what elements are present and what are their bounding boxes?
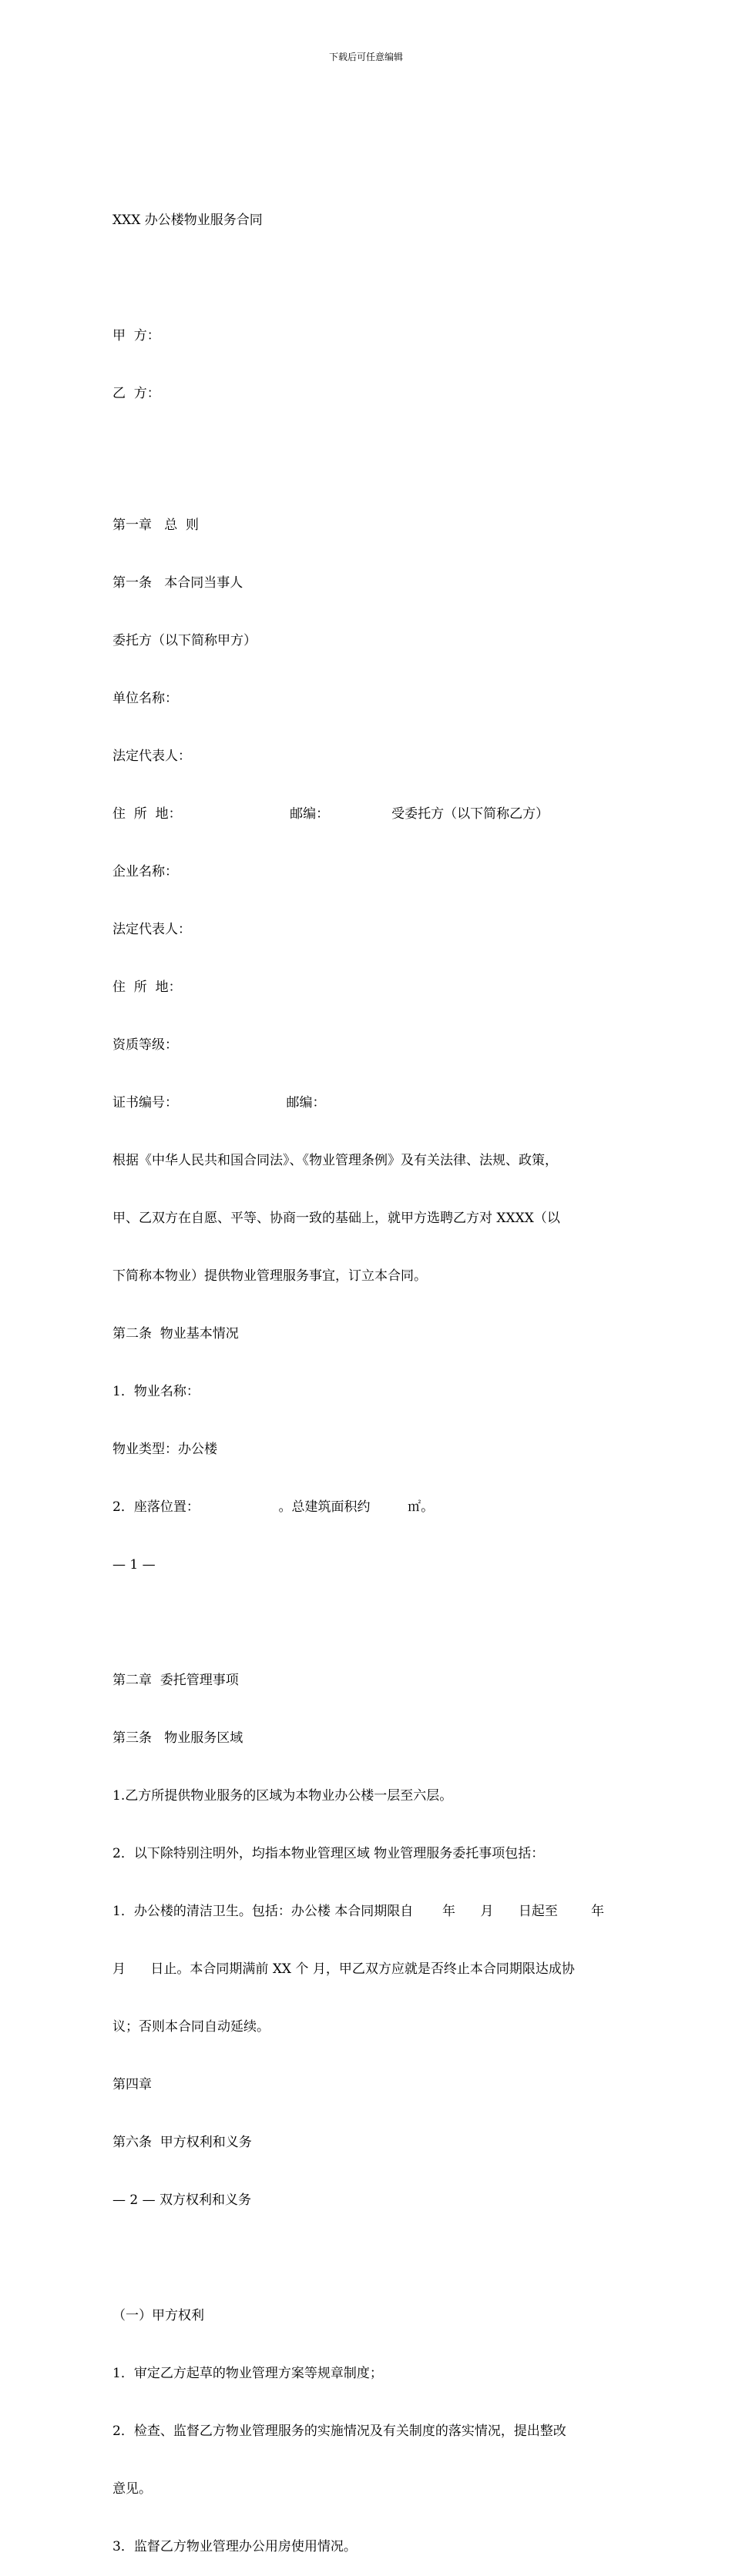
paragraph-line: 1．物业名称： [112,1384,200,1399]
paragraph-line: 月 日止。本合同期满前 XX 个 月，甲乙双方应就是否终止本合同期限达成协 [112,1961,575,1977]
paragraph-line: 住 所 地： 邮编： 受委托方（以下简称乙方） [112,806,549,822]
paragraph-line: 意见。 [112,2481,152,2497]
paragraph-line: 法定代表人： [112,749,191,764]
paragraph-line: 单位名称： [112,691,178,706]
paragraph-line: 甲、乙双方在自愿、平等、协商一致的基础上，就甲方选聘乙方对 XXXX（以 [112,1211,560,1226]
article-1-heading: 第一条 本合同当事人 [112,575,243,591]
chapter-4-heading: 第四章 [112,2077,152,2092]
party-a-label: 甲 方： [112,328,160,343]
document-title: XXX 办公楼物业服务合同 [112,213,263,228]
paragraph-line: 3．监督乙方物业管理办公用房使用情况。 [112,2539,357,2554]
paragraph-line: 议；否则本合同自动延续。 [112,2019,270,2035]
blank-line [112,1613,636,1633]
paragraph-line: 住 所 地： [112,980,182,995]
article-6-heading: 第六条 甲方权利和义务 [112,2135,252,2150]
paragraph-line: 2．检查、监督乙方物业管理服务的实施情况及有关制度的落实情况，提出整改 [112,2424,566,2439]
paragraph-line: 物业类型：办公楼 [112,1442,217,1457]
paragraph-line: 企业名称： [112,864,178,879]
article-3-heading: 第三条 物业服务区域 [112,1730,243,1746]
article-2-heading: 第二条 物业基本情况 [112,1326,239,1342]
chapter-1-heading: 第一章 总 则 [112,518,200,533]
document-body [112,0,636,2576]
paragraph-line: 证书编号： 邮编： [112,1095,326,1110]
blank-line [112,2249,636,2268]
page-number-2: — 2 — 双方权利和义务 [112,2192,252,2208]
paragraph-line: 法定代表人： [112,922,191,937]
paragraph-line: 1.乙方所提供物业服务的区域为本物业办公楼一层至六层。 [112,1788,453,1804]
section-heading: （一）甲方权利 [112,2308,204,2323]
paragraph-line: 1．审定乙方起草的物业管理方案等规章制度； [112,2366,383,2381]
paragraph-line: 根据《中华人民共和国合同法》、《物业管理条例》及有关法律、法规、政策， [112,1153,558,1168]
party-b-label: 乙 方： [112,386,160,401]
paragraph-line: 下简称本物业）提供物业管理服务事宜，订立本合同。 [112,1268,427,1284]
page-number-1: — 1 — [112,1557,156,1573]
paragraph-line: 委托方（以下简称甲方） [112,633,257,648]
paragraph-line: 2．座落位置： 。总建筑面积约 ㎡。 [112,1499,435,1515]
page-header: 下载后可任意编辑 [328,52,403,62]
paragraph-line: 资质等级： [112,1037,178,1053]
paragraph-line: 2．以下除特别注明外，均指本物业管理区域 物业管理服务委托事项包括： [112,1846,545,1861]
chapter-2-heading: 第二章 委托管理事项 [112,1673,239,1688]
paragraph-line: 1．办公楼的清洁卫生。包括：办公楼 本合同期限自 年 月 日起至 年 [112,1904,605,1919]
